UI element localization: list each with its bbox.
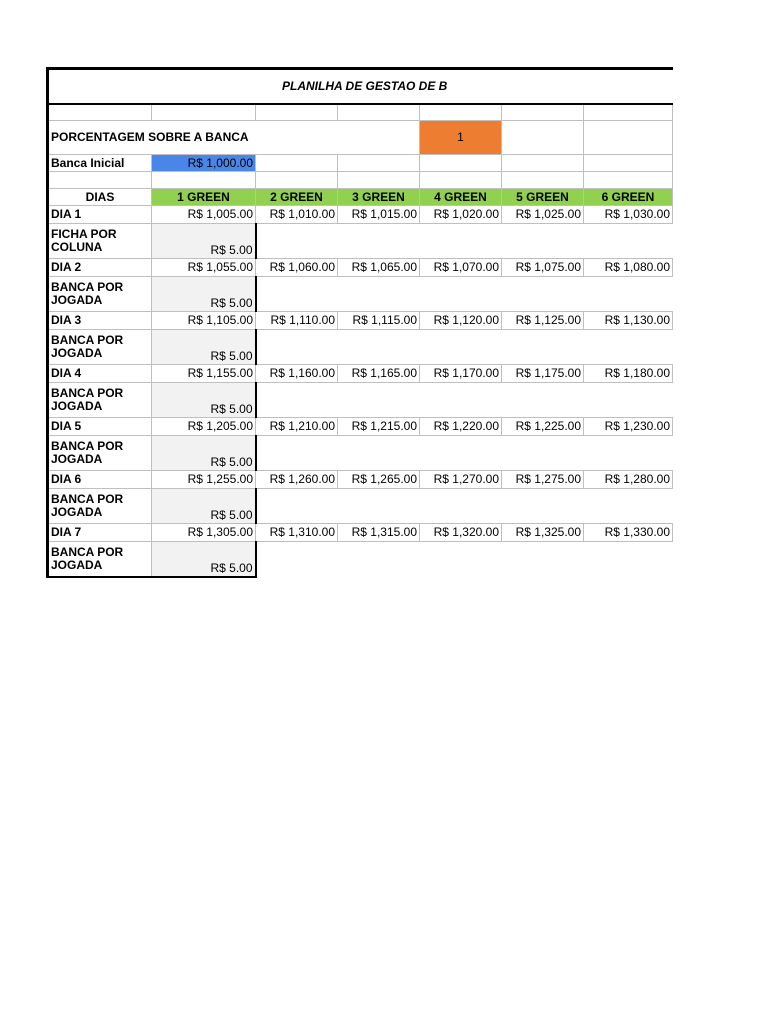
day-value-cell[interactable]: R$ 1,330.00: [584, 524, 673, 542]
day-value-cell[interactable]: R$ 1,030.00: [584, 206, 673, 224]
empty-area: [256, 277, 673, 312]
day-value-cell[interactable]: R$ 1,215.00: [338, 418, 420, 436]
empty-cell[interactable]: [584, 155, 673, 172]
empty-area: [256, 542, 673, 577]
day-value-cell[interactable]: R$ 1,020.00: [420, 206, 502, 224]
header-dias: DIAS: [48, 189, 152, 206]
empty-area: [256, 224, 673, 259]
day-value-cell[interactable]: R$ 1,175.00: [502, 365, 584, 383]
day-value-cell[interactable]: R$ 1,075.00: [502, 259, 584, 277]
day-label: DIA 1: [48, 206, 152, 224]
sub-row: [48, 330, 673, 365]
day-value-cell[interactable]: R$ 1,280.00: [584, 471, 673, 489]
day-value-cell[interactable]: R$ 1,115.00: [338, 312, 420, 330]
sub-value[interactable]: R$ 5.00: [152, 383, 256, 418]
header-row: [48, 189, 673, 206]
sub-row: [48, 224, 673, 259]
header-green-5: 5 GREEN: [502, 189, 584, 206]
empty-cell[interactable]: [502, 104, 584, 121]
day-row: [48, 471, 673, 489]
banca-inicial-label: Banca Inicial: [48, 155, 152, 172]
header-green-1: 1 GREEN: [152, 189, 256, 206]
empty-cell[interactable]: [338, 104, 420, 121]
sub-label: BANCA POR JOGADA: [48, 383, 152, 418]
sub-value[interactable]: R$ 5.00: [152, 436, 256, 471]
day-value-cell[interactable]: R$ 1,265.00: [338, 471, 420, 489]
porcentagem-value[interactable]: 1: [420, 121, 502, 155]
day-value-cell[interactable]: R$ 1,005.00: [152, 206, 256, 224]
empty-cell[interactable]: [256, 172, 338, 189]
sub-label: BANCA POR JOGADA: [48, 277, 152, 312]
day-label: DIA 3: [48, 312, 152, 330]
sub-value[interactable]: R$ 5.00: [152, 224, 256, 259]
empty-cell[interactable]: [584, 172, 673, 189]
header-green-4: 4 GREEN: [420, 189, 502, 206]
empty-cell[interactable]: [420, 104, 502, 121]
sub-value[interactable]: R$ 5.00: [152, 277, 256, 312]
day-value-cell[interactable]: R$ 1,070.00: [420, 259, 502, 277]
day-value-cell[interactable]: R$ 1,165.00: [338, 365, 420, 383]
empty-cell[interactable]: [338, 155, 420, 172]
empty-cell[interactable]: [420, 155, 502, 172]
sheet-title: PLANILHA DE GESTAO DE B: [48, 69, 673, 104]
day-label: DIA 5: [48, 418, 152, 436]
day-value-cell[interactable]: R$ 1,125.00: [502, 312, 584, 330]
header-green-2: 2 GREEN: [256, 189, 338, 206]
day-row: [48, 312, 673, 330]
day-value-cell[interactable]: R$ 1,015.00: [338, 206, 420, 224]
day-label: DIA 4: [48, 365, 152, 383]
empty-cell[interactable]: [256, 104, 338, 121]
empty-cell[interactable]: [152, 104, 256, 121]
sub-label: BANCA POR JOGADA: [48, 489, 152, 524]
empty-cell[interactable]: [256, 155, 338, 172]
empty-cell[interactable]: [338, 172, 420, 189]
day-value-cell[interactable]: R$ 1,225.00: [502, 418, 584, 436]
sub-row: [48, 277, 673, 312]
empty-cell[interactable]: [584, 104, 673, 121]
header-green-6: 6 GREEN: [584, 189, 673, 206]
sub-value[interactable]: R$ 5.00: [152, 330, 256, 365]
empty-cell[interactable]: [584, 121, 673, 155]
sub-value[interactable]: R$ 5.00: [152, 542, 256, 577]
sub-label: FICHA POR COLUNA: [48, 224, 152, 259]
day-value-cell[interactable]: R$ 1,270.00: [420, 471, 502, 489]
day-value-cell[interactable]: R$ 1,220.00: [420, 418, 502, 436]
day-row: [48, 206, 673, 224]
day-row: [48, 524, 673, 542]
empty-cell[interactable]: [420, 172, 502, 189]
day-row: [48, 259, 673, 277]
day-value-cell[interactable]: R$ 1,055.00: [152, 259, 256, 277]
day-value-cell[interactable]: R$ 1,255.00: [152, 471, 256, 489]
day-value-cell[interactable]: R$ 1,310.00: [256, 524, 338, 542]
day-value-cell[interactable]: R$ 1,155.00: [152, 365, 256, 383]
empty-area: [256, 383, 673, 418]
day-value-cell[interactable]: R$ 1,010.00: [256, 206, 338, 224]
day-label: DIA 6: [48, 471, 152, 489]
empty-cell[interactable]: [502, 155, 584, 172]
empty-cell[interactable]: [48, 172, 152, 189]
day-value-cell[interactable]: R$ 1,325.00: [502, 524, 584, 542]
day-value-cell[interactable]: R$ 1,060.00: [256, 259, 338, 277]
banca-inicial-value[interactable]: R$ 1,000.00: [152, 155, 256, 172]
sub-value[interactable]: R$ 5.00: [152, 489, 256, 524]
empty-area: [256, 489, 673, 524]
day-value-cell[interactable]: R$ 1,305.00: [152, 524, 256, 542]
empty-cell[interactable]: [152, 172, 256, 189]
day-value-cell[interactable]: R$ 1,065.00: [338, 259, 420, 277]
sub-row: [48, 489, 673, 524]
empty-cell[interactable]: [502, 172, 584, 189]
day-value-cell[interactable]: R$ 1,315.00: [338, 524, 420, 542]
day-value-cell[interactable]: R$ 1,160.00: [256, 365, 338, 383]
sub-label: BANCA POR JOGADA: [48, 436, 152, 471]
day-label: DIA 7: [48, 524, 152, 542]
day-row: [48, 365, 673, 383]
header-green-3: 3 GREEN: [338, 189, 420, 206]
sub-row: [48, 542, 673, 577]
sub-row: [48, 436, 673, 471]
sub-label: BANCA POR JOGADA: [48, 330, 152, 365]
day-value-cell[interactable]: R$ 1,130.00: [584, 312, 673, 330]
day-value-cell[interactable]: R$ 1,170.00: [420, 365, 502, 383]
day-value-cell[interactable]: R$ 1,275.00: [502, 471, 584, 489]
porcentagem-label: PORCENTAGEM SOBRE A BANCA: [48, 121, 420, 155]
day-value-cell[interactable]: R$ 1,110.00: [256, 312, 338, 330]
day-value-cell[interactable]: R$ 1,180.00: [584, 365, 673, 383]
empty-area: [256, 330, 673, 365]
day-value-cell[interactable]: R$ 1,105.00: [152, 312, 256, 330]
empty-cell[interactable]: [502, 121, 584, 155]
day-value-cell[interactable]: R$ 1,260.00: [256, 471, 338, 489]
day-row: [48, 418, 673, 436]
gestao-table: [46, 67, 673, 578]
day-value-cell[interactable]: R$ 1,120.00: [420, 312, 502, 330]
empty-cell[interactable]: [48, 104, 152, 121]
day-value-cell[interactable]: R$ 1,080.00: [584, 259, 673, 277]
day-value-cell[interactable]: R$ 1,210.00: [256, 418, 338, 436]
spreadsheet: [46, 67, 670, 586]
day-value-cell[interactable]: R$ 1,320.00: [420, 524, 502, 542]
sub-label: BANCA POR JOGADA: [48, 542, 152, 577]
day-label: DIA 2: [48, 259, 152, 277]
empty-area: [256, 436, 673, 471]
day-value-cell[interactable]: R$ 1,205.00: [152, 418, 256, 436]
day-value-cell[interactable]: R$ 1,230.00: [584, 418, 673, 436]
sub-row: [48, 383, 673, 418]
day-value-cell[interactable]: R$ 1,025.00: [502, 206, 584, 224]
